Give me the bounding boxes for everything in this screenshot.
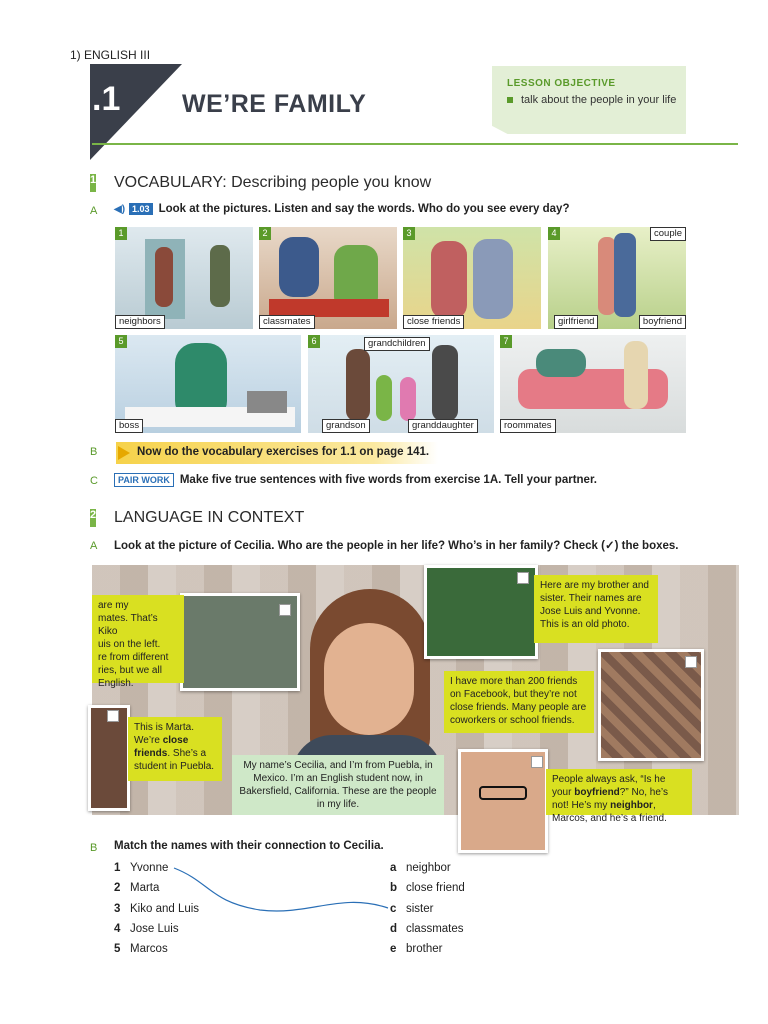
exercise-1a-letter: A — [90, 205, 98, 217]
picture-label: close friends — [403, 315, 464, 329]
brother-sister-speech-bubble: Here are my brother and sister. Their names are Jose Luis and Yvonne. This is an old photo. — [534, 575, 658, 643]
section-1-marker — [90, 174, 96, 192]
picture-number: 5 — [115, 335, 127, 348]
exercise-1c-text: Make five true sentences with five words from exercise 1A. Tell your partner. — [179, 474, 597, 486]
picture-5-boss — [115, 335, 301, 433]
picture-number: 3 — [403, 227, 415, 240]
picture-label: grandson — [322, 419, 370, 433]
exercise-1c-instruction — [114, 473, 597, 487]
lesson-objective-heading: LESSON OBJECTIVE — [507, 78, 616, 89]
marta-bubble-bold: close friends — [134, 735, 189, 759]
marcos-bubble-bold: boyfriend — [574, 787, 620, 798]
person-shape — [536, 349, 586, 377]
match-name-item[interactable] — [114, 882, 159, 894]
check-box[interactable] — [279, 604, 291, 616]
check-box[interactable] — [531, 756, 543, 768]
item-name: Yvonne — [130, 862, 169, 874]
marta-photo — [88, 705, 130, 811]
match-connection-item[interactable] — [390, 923, 464, 935]
exercise-1b-text[interactable]: Now do the vocabulary exercises for 1.1 on page 141. — [137, 446, 430, 458]
picture-label: girlfriend — [554, 315, 598, 329]
item-name: neighbor — [406, 862, 451, 874]
person-shape — [279, 237, 319, 297]
page-top-label: 1) ENGLISH III — [70, 48, 151, 62]
cecilia-collage — [92, 565, 739, 824]
lesson-objective-item — [507, 94, 676, 106]
person-shape — [346, 349, 370, 421]
laptop-shape — [247, 391, 287, 413]
exercise-2a-text: Look at the picture of Cecilia. Who are the people in her life? Who’s in her family? Check (✓) the boxes. — [114, 540, 679, 552]
check-box[interactable] — [517, 572, 529, 584]
facebook-speech-bubble: I have more than 200 friends on Facebook, but they’re not close friends. Many people are coworkers or school friends. — [444, 671, 594, 733]
item-letter: b — [390, 882, 398, 894]
person-shape — [432, 345, 458, 421]
item-name: classmates — [406, 923, 464, 935]
person-shape — [614, 233, 636, 317]
item-name: brother — [406, 943, 443, 955]
picture-number: 2 — [259, 227, 271, 240]
item-number: 4 — [114, 923, 121, 935]
item-number: 2 — [114, 882, 121, 894]
person-shape — [473, 239, 513, 319]
play-arrow-icon — [118, 446, 130, 460]
picture-label: neighbors — [115, 315, 165, 329]
exercise-1b-letter: B — [90, 446, 98, 458]
marta-bubble-text: This is Marta. We’re — [134, 722, 195, 746]
item-letter: e — [390, 943, 397, 955]
classmates-photo — [180, 593, 300, 691]
item-number: 5 — [114, 943, 121, 955]
match-name-item[interactable] — [114, 943, 168, 955]
audio-speaker-icon[interactable]: ◀) — [114, 204, 126, 215]
classmates-speech-bubble: are my mates. That’s Kiko uis on the left. re from different ries, but we all English. — [92, 595, 184, 683]
picture-6-grandchildren — [308, 335, 494, 433]
person-shape — [431, 241, 467, 319]
match-name-item[interactable] — [114, 923, 179, 935]
marcos-bubble-text: People always ask, “Is he your — [552, 774, 666, 798]
glasses-shape — [479, 786, 527, 800]
audio-track-badge[interactable]: 1.03 — [129, 203, 153, 215]
exercise-1c-letter: C — [90, 475, 98, 487]
person-shape — [624, 341, 648, 409]
picture-4-couple — [548, 227, 686, 329]
picture-number: 7 — [500, 335, 512, 348]
picture-label: classmates — [259, 315, 315, 329]
item-number: 1 — [114, 862, 121, 874]
match-drawn-line — [170, 862, 400, 922]
marta-bubble-text: . She’s a student in Puebla. — [134, 748, 215, 772]
picture-label: grandchildren — [364, 337, 430, 351]
facebook-friends-photo — [598, 649, 704, 761]
header-rule — [92, 143, 738, 145]
item-name: Marta — [130, 882, 160, 894]
item-letter: a — [390, 862, 397, 874]
section-1-number: 1 — [90, 174, 97, 186]
marcos-bubble-text: ?” No, he’s not! He’s my — [552, 787, 668, 811]
section-2-title: LANGUAGE IN CONTEXT — [114, 509, 305, 526]
item-name: sister — [406, 903, 434, 915]
match-connection-item[interactable] — [390, 882, 465, 894]
exercise-2b-letter: B — [90, 842, 98, 854]
person-shape — [400, 377, 416, 421]
item-number: 3 — [114, 903, 121, 915]
picture-number: 6 — [308, 335, 320, 348]
cecilia-speech-bubble: My name’s Cecilia, and I’m from Puebla, in Mexico. I’m an English student now, in Bakersfield, California. These are the people in my life. — [232, 755, 444, 815]
brother-sister-photo — [424, 565, 538, 659]
section-2-marker — [90, 509, 96, 527]
exercise-1a-text: Look at the pictures. Listen and say the words. Who do you see every day? — [158, 203, 570, 215]
unit-title: WE’RE FAMILY — [182, 90, 367, 118]
picture-3-close-friends — [403, 227, 541, 329]
picture-1-neighbors — [115, 227, 253, 329]
item-name: close friend — [406, 882, 465, 894]
lesson-objective-text: talk about the people in your life — [521, 94, 677, 106]
marcos-photo — [458, 749, 548, 853]
match-name-item[interactable] — [114, 862, 168, 874]
square-bullet-icon — [507, 97, 513, 103]
picture-label: granddaughter — [408, 419, 478, 433]
item-name: Kiko and Luis — [130, 903, 200, 915]
picture-label: boyfriend — [639, 315, 686, 329]
check-box[interactable] — [685, 656, 697, 668]
item-letter: d — [390, 923, 398, 935]
item-letter: c — [390, 903, 397, 915]
person-shape — [376, 375, 392, 421]
marcos-bubble-bold: neighbor — [610, 800, 653, 811]
picture-7-roommates — [500, 335, 686, 433]
picture-label: couple — [650, 227, 686, 241]
pair-work-badge: PAIR WORK — [114, 473, 174, 487]
match-connection-item[interactable] — [390, 943, 442, 955]
marcos-bubble-text: , Marcos, and he’s a friend. — [552, 800, 667, 824]
check-box[interactable] — [107, 710, 119, 722]
person-shape — [210, 245, 230, 307]
picture-2-classmates — [259, 227, 397, 329]
unit-number: .1 — [92, 80, 121, 118]
marcos-speech-bubble — [546, 769, 692, 824]
marta-speech-bubble — [128, 717, 222, 781]
person-shape — [155, 247, 173, 307]
exercise-2a-letter: A — [90, 540, 98, 552]
picture-label: roommates — [500, 419, 556, 433]
item-name: Jose Luis — [130, 923, 179, 935]
exercise-2b-text: Match the names with their connection to Cecilia. — [114, 840, 384, 852]
section-1-title: VOCABULARY: Describing people you know — [114, 174, 432, 191]
picture-label: boss — [115, 419, 143, 433]
section-2-number: 2 — [90, 509, 97, 521]
item-name: Marcos — [130, 943, 168, 955]
picture-number: 4 — [548, 227, 560, 240]
picture-number: 1 — [115, 227, 127, 240]
cecilia-face — [324, 623, 414, 735]
exercise-1a-instruction — [114, 203, 569, 215]
